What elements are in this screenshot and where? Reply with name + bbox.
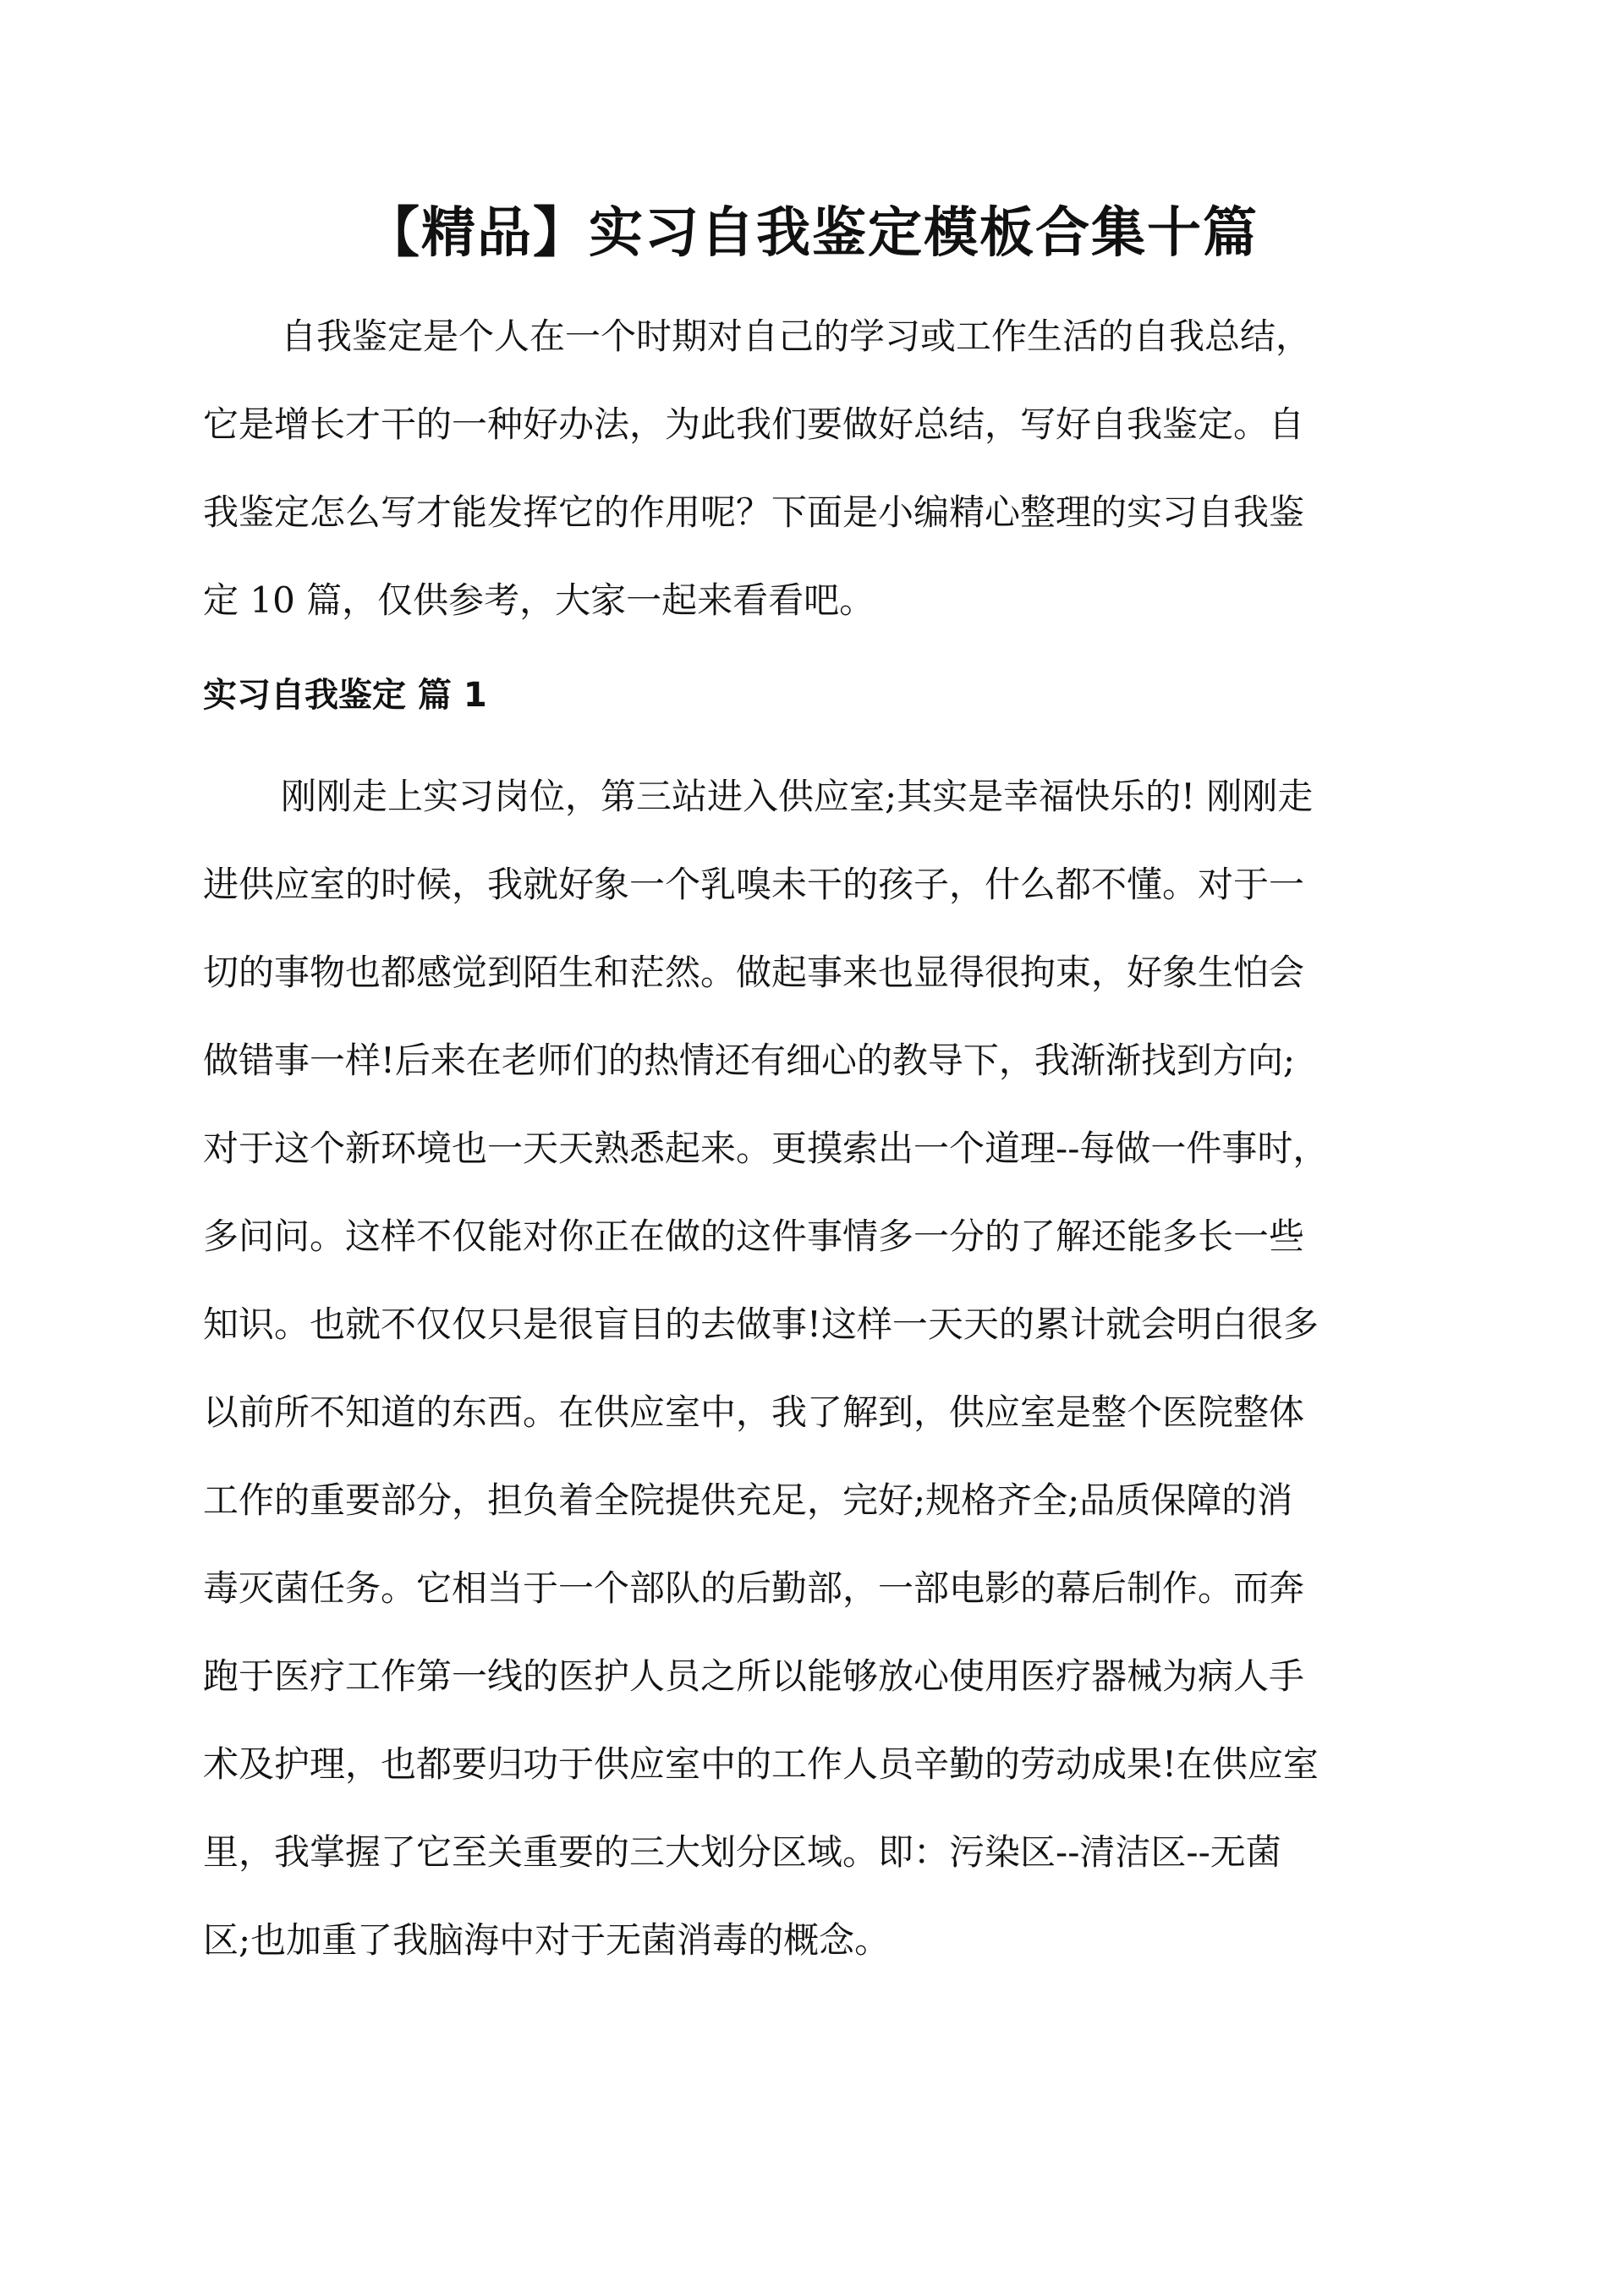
- paragraph-line: 区;也加重了我脑海中对于无菌消毒的概念。: [203, 1919, 891, 1961]
- intro-line: 我鉴定怎么写才能发挥它的作用呢？下面是小编精心整理的实习自我鉴: [203, 491, 1305, 533]
- paragraph-line: 术及护理，也都要归功于供应室中的工作人员辛勤的劳动成果!在供应室: [203, 1743, 1319, 1785]
- intro-line: 自我鉴定是个人在一个时期对自己的学习或工作生活的自我总结，: [281, 316, 1312, 357]
- section-paragraph: [203, 753, 1438, 1984]
- paragraph-line: 毒灭菌任务。它相当于一个部队的后勤部，一部电影的幕后制作。而奔: [203, 1567, 1305, 1609]
- paragraph-line: 知识。也就不仅仅只是很盲目的去做事!这样一天天的累计就会明白很多: [203, 1303, 1319, 1345]
- paragraph-line: 进供应室的时候，我就好象一个乳嗅未干的孩子，什么都不懂。对于一: [203, 864, 1305, 905]
- paragraph-line: 做错事一样!后来在老师们的热情还有细心的教导下，我渐渐找到方向;: [203, 1040, 1296, 1081]
- intro-line: 定 10 篇，仅供参考，大家一起来看看吧。: [203, 579, 875, 621]
- paragraph-line: 里，我掌握了它至关重要的三大划分区域。即：污染区--清洁区--无菌: [203, 1831, 1281, 1873]
- paragraph-line: 对于这个新环境也一天天熟悉起来。更摸索出一个道理--每做一件事时，: [203, 1128, 1329, 1169]
- section-heading: 实习自我鉴定 篇 1: [203, 676, 487, 715]
- paragraph-line: 多问问。这样不仅能对你正在做的这件事情多一分的了解还能多长一些: [203, 1216, 1305, 1257]
- paragraph-line: 以前所不知道的东西。在供应室中，我了解到，供应室是整个医院整体: [203, 1391, 1305, 1433]
- intro-line: 它是增长才干的一种好办法，为此我们要做好总结，写好自我鉴定。自: [203, 403, 1305, 445]
- paragraph-line: 切的事物也都感觉到陌生和茫然。做起事来也显得很拘束，好象生怕会: [203, 952, 1305, 993]
- intro-paragraph: [203, 293, 1438, 645]
- document-title: 【精品】实习自我鉴定模板合集十篇: [365, 202, 1259, 265]
- paragraph-line: 工作的重要部分，担负着全院提供充足，完好;规格齐全;品质保障的消: [203, 1479, 1293, 1521]
- paragraph-line: 跑于医疗工作第一线的医护人员之所以能够放心使用医疗器械为病人手: [203, 1655, 1305, 1697]
- paragraph-line: 刚刚走上实习岗位，第三站进入供应室;其实是幸福快乐的! 刚刚走: [281, 776, 1314, 817]
